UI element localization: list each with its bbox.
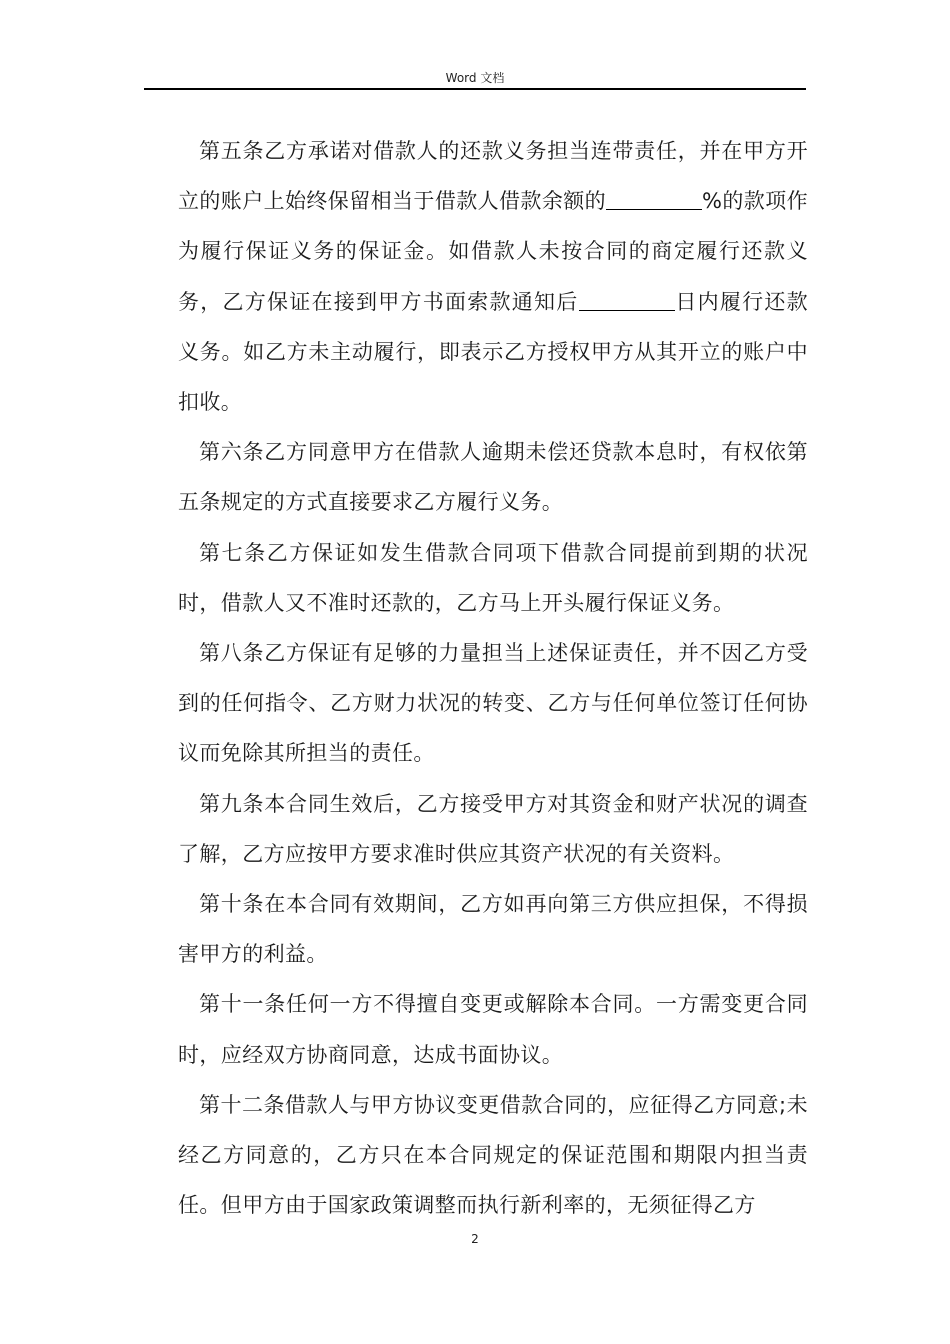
article-5-text-2: %的款项作为履行保证义务的保证金。如借款人未按合同的商定履行还款义务，乙方保证在接到甲方书面索款通知后 — [178, 189, 808, 314]
paragraph-article-6: 第六条乙方同意甲方在借款人逾期未偿还贷款本息时，有权依第五条规定的方式直接要求乙方履行义务。 — [178, 440, 808, 515]
document-body — [178, 126, 808, 1230]
paragraph-article-11: 第十一条任何一方不得擅自变更或解除本合同。一方需变更合同时，应经双方协商同意，达成书面协议。 — [178, 992, 808, 1067]
page-header-title: Word 文档 — [445, 71, 505, 85]
paragraph-article-8: 第八条乙方保证有足够的力量担当上述保证责任，并不因乙方受到的任何指令、乙方财力状况的转变、乙方与任何单位签订任何协议而免除其所担当的责任。 — [178, 641, 808, 766]
paragraph-article-9: 第九条本合同生效后，乙方接受甲方对其资金和财产状况的调查了解，乙方应按甲方要求准时供应其资产状况的有关资料。 — [178, 791, 808, 866]
header-divider — [144, 88, 806, 90]
article-5-text-3: 日内履行还款义务。如乙方未主动履行，即表示乙方授权甲方从其开立的账户中扣收。 — [178, 289, 808, 415]
article-5-text-1: 第五条乙方承诺对借款人的还款义务担当连带责任，并在甲方开立的账户上始终保留相当于借款人借款余额的 — [178, 139, 808, 214]
blank-days-field — [579, 290, 675, 311]
blank-percentage-field — [606, 189, 702, 210]
page-number: 2 — [471, 1232, 479, 1246]
paragraph-article-5 — [178, 126, 808, 427]
paragraph-article-10: 第十条在本合同有效期间，乙方如再向第三方供应担保，不得损害甲方的利益。 — [178, 892, 808, 967]
paragraph-article-7: 第七条乙方保证如发生借款合同项下借款合同提前到期的状况时，借款人又不准时还款的，乙方马上开头履行保证义务。 — [178, 540, 808, 615]
paragraph-article-12: 第十二条借款人与甲方协议变更借款合同的，应征得乙方同意;未经乙方同意的，乙方只在本合同规定的保证范围和期限内担当责任。但甲方由于国家政策调整而执行新利率的，无须征得乙方 — [178, 1092, 808, 1218]
